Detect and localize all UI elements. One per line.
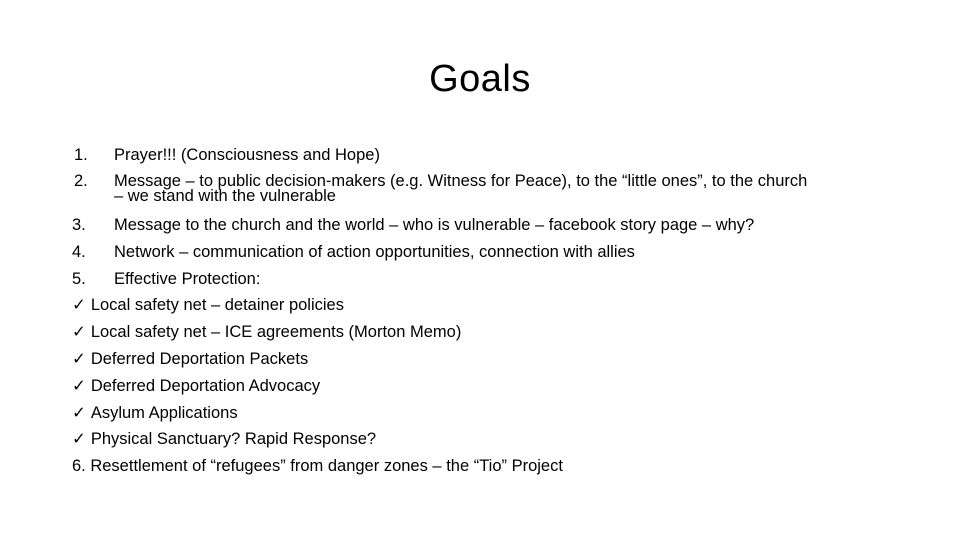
slide-title: Goals — [429, 58, 531, 100]
checkmark-icon: ✓ — [72, 296, 86, 315]
check-item-text: Deferred Deportation Advocacy — [90, 376, 321, 395]
goal-item-1 — [74, 142, 934, 168]
check-item — [74, 426, 934, 453]
goal-text: Effective Protection: — [114, 269, 261, 288]
goal-number: 4. — [72, 242, 86, 261]
checkmark-icon: ✓ — [72, 430, 86, 449]
check-item — [74, 400, 934, 427]
goal-text: Message – to public decision-makers (e.g. Witness for Peace), to the “little ones”, to the church — [114, 172, 808, 190]
goal-item-6 — [74, 453, 934, 480]
goal-text-continuation: – we stand with the vulnerable — [114, 187, 336, 205]
goal-item-2 — [74, 168, 934, 212]
check-item — [74, 319, 934, 346]
check-item — [74, 346, 934, 373]
check-item — [74, 373, 934, 400]
check-item — [74, 292, 934, 319]
goal-item-3 — [74, 212, 934, 239]
goals-list — [74, 142, 934, 480]
goal-item-5 — [74, 266, 934, 293]
goal-text: Network – communication of action opportunities, connection with allies — [114, 242, 635, 261]
check-item-text: Deferred Deportation Packets — [90, 349, 309, 368]
goal-text: Prayer!!! (Consciousness and Hope) — [114, 146, 380, 164]
check-item-text: Physical Sanctuary? Rapid Response? — [90, 430, 377, 449]
check-item-text: Asylum Applications — [90, 403, 238, 422]
checkmark-icon: ✓ — [72, 403, 86, 422]
checkmark-icon: ✓ — [72, 323, 86, 342]
check-item-text: Local safety net – ICE agreements (Morton Memo) — [90, 323, 462, 342]
goal-text: 6. Resettlement of “refugees” from danger zones – the “Tio” Project — [72, 457, 563, 476]
goal-number: 2. — [74, 172, 88, 190]
goal-item-4 — [74, 239, 934, 266]
goal-text: Message to the church and the world – who is vulnerable – facebook story page – why? — [114, 216, 755, 234]
goal-number: 1. — [74, 146, 88, 164]
goal-number: 5. — [72, 269, 86, 288]
checkmark-icon: ✓ — [72, 349, 86, 368]
check-item-text: Local safety net – detainer policies — [90, 296, 344, 315]
checkmark-icon: ✓ — [72, 376, 86, 395]
goal-number: 3. — [72, 216, 86, 234]
